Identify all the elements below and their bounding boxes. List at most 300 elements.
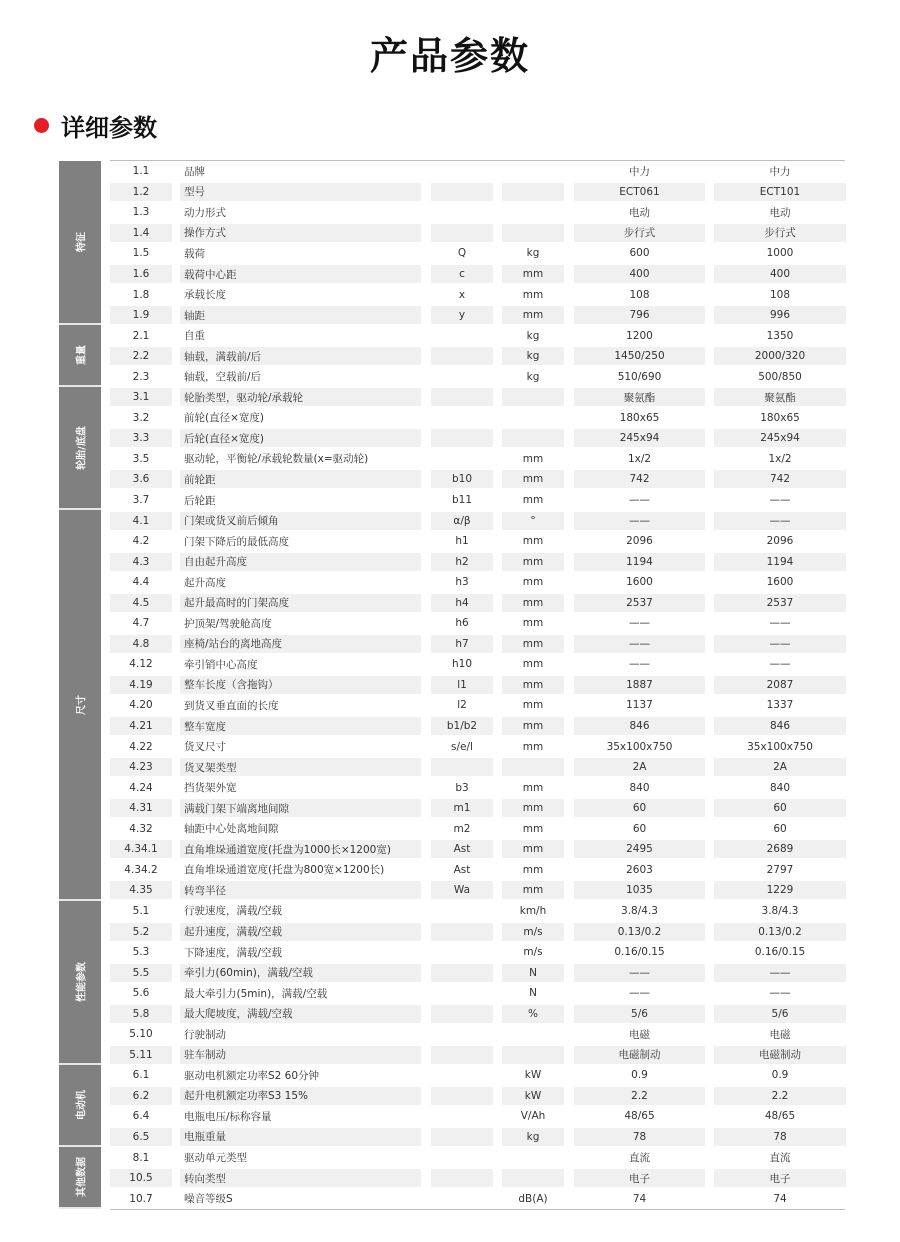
param-symbol: [431, 1149, 493, 1167]
group-label: 特征: [76, 232, 88, 253]
value-ect061: 2.2: [574, 1087, 705, 1105]
value-ect101: 2689: [714, 840, 846, 858]
param-symbol: [431, 203, 493, 221]
param-symbol: [431, 327, 493, 345]
row-number: 1.6: [110, 265, 172, 283]
param-unit: N: [502, 964, 564, 982]
param-symbol: h4: [431, 594, 493, 612]
param-unit: kg: [526, 370, 540, 383]
param-name: 驱动电机额定功率S2 60分钟: [184, 1069, 320, 1082]
param-symbol: b3: [455, 781, 469, 794]
param-name: 轴载，满载前/后: [180, 347, 421, 365]
value-ect061: 2A: [574, 758, 705, 776]
row-number: 4.23: [110, 758, 172, 776]
row-number: 1.1: [132, 165, 150, 178]
table-row: [110, 880, 846, 901]
table-row: [110, 1188, 846, 1209]
param-symbol: [431, 984, 493, 1002]
param-name: 转向类型: [180, 1169, 421, 1187]
section-title: 详细参数: [61, 114, 157, 142]
row-number: 8.1: [132, 1151, 150, 1164]
row-number: 6.5: [110, 1128, 172, 1146]
value-ect061: 5/6: [574, 1005, 705, 1023]
param-symbol: [431, 429, 493, 447]
row-number: 4.32: [129, 822, 153, 835]
param-symbol: [431, 923, 493, 941]
value-ect061: 74: [632, 1192, 647, 1205]
value-ect101: 245x94: [714, 429, 846, 447]
value-ect101: ——: [769, 658, 791, 671]
table-row: [110, 736, 846, 757]
value-ect101: 1600: [766, 576, 794, 589]
row-number: 10.7: [129, 1192, 153, 1205]
group-block: [59, 325, 101, 387]
param-symbol: Wa: [431, 881, 493, 899]
table-row: [110, 1147, 846, 1168]
value-ect061: 1887: [574, 676, 705, 694]
value-ect061: 1137: [626, 699, 653, 712]
param-name: 整车长度（含拖钩）: [180, 676, 421, 694]
row-number: 4.5: [110, 594, 172, 612]
table-row: [110, 675, 846, 696]
param-symbol: [431, 368, 493, 386]
table-row: [110, 1086, 846, 1107]
row-number: 4.20: [129, 699, 153, 712]
table-row: [110, 408, 846, 429]
value-ect061: ——: [574, 635, 705, 653]
param-unit: kg: [502, 347, 564, 365]
param-symbol: [431, 758, 493, 776]
value-ect061: 78: [574, 1128, 705, 1146]
param-name: 行驶制动: [184, 1028, 226, 1041]
param-unit: mm: [502, 635, 564, 653]
param-name: 动力形式: [184, 206, 226, 219]
param-unit: [502, 429, 564, 447]
param-symbol: Ast: [431, 840, 493, 858]
table-row: [110, 161, 846, 182]
param-name: 轴载，空载前/后: [184, 371, 262, 384]
param-unit: mm: [522, 576, 544, 589]
param-symbol: [431, 1066, 493, 1084]
param-name: 轮胎类型，驱动轮/承载轮: [180, 388, 421, 406]
table-row: [110, 531, 846, 552]
param-name: 牵引力(60min)，满载/空载: [180, 964, 421, 982]
param-name: 驻车制动: [180, 1046, 421, 1064]
param-name: 到货叉垂直面的长度: [184, 699, 279, 712]
param-symbol: m1: [431, 799, 493, 817]
param-unit: mm: [502, 553, 564, 571]
table-row: [110, 490, 846, 511]
param-unit: mm: [502, 717, 564, 735]
value-ect061: ——: [629, 987, 650, 1000]
value-ect101: 2087: [714, 676, 846, 694]
table-row: [110, 449, 846, 470]
spec-table: [110, 161, 846, 1209]
page-header: [0, 34, 900, 78]
param-name: 后轮(直径×宽度): [180, 429, 421, 447]
value-ect061: ——: [574, 512, 705, 530]
group-block: [59, 387, 101, 510]
param-name: 前轮距: [180, 470, 421, 488]
value-ect061: 步行式: [574, 224, 705, 242]
row-number: 5.5: [110, 964, 172, 982]
value-ect101: 中力: [769, 165, 791, 178]
page-title: [366, 34, 534, 78]
value-ect101: 2.2: [714, 1087, 846, 1105]
value-ect061: 796: [574, 306, 705, 324]
param-unit: %: [502, 1005, 564, 1023]
param-unit: °: [502, 512, 564, 530]
param-name: 门架下降后的最低高度: [184, 535, 289, 548]
param-name: 下降速度，满载/空载: [184, 946, 283, 959]
param-symbol: [431, 943, 493, 961]
param-unit: [502, 758, 564, 776]
value-ect101: 1194: [714, 553, 846, 571]
value-ect061: 1600: [626, 576, 653, 589]
param-unit: mm: [502, 881, 564, 899]
table-row: [110, 284, 846, 305]
row-number: 6.2: [110, 1087, 172, 1105]
row-number: 2.2: [110, 347, 172, 365]
row-number: 2.3: [132, 370, 150, 383]
param-unit: kW: [524, 1069, 542, 1082]
row-number: 3.2: [132, 411, 150, 424]
table-row: [110, 757, 846, 778]
param-symbol: [431, 450, 493, 468]
param-symbol: h1: [455, 535, 469, 548]
value-ect061: ——: [629, 494, 650, 507]
row-number: 4.4: [132, 576, 150, 589]
param-symbol: x: [458, 288, 466, 301]
value-ect101: ECT101: [714, 183, 846, 201]
param-symbol: l1: [431, 676, 493, 694]
param-unit: mm: [522, 863, 544, 876]
param-name: 载荷中心距: [180, 265, 421, 283]
value-ect101: 聚氨酯: [714, 388, 846, 406]
value-ect061: 1200: [626, 329, 653, 342]
param-name: 门架或货叉前后倾角: [180, 512, 421, 530]
param-unit: [502, 409, 564, 427]
param-symbol: [431, 1087, 493, 1105]
param-symbol: h10: [451, 658, 472, 671]
param-symbol: c: [431, 265, 493, 283]
param-unit: mm: [502, 799, 564, 817]
row-number: 6.4: [132, 1110, 150, 1123]
value-ect101: 60: [773, 822, 787, 835]
param-name: 自由起升高度: [180, 553, 421, 571]
param-unit: mm: [502, 676, 564, 694]
table-row: [110, 1065, 846, 1086]
row-number: 5.11: [110, 1046, 172, 1064]
value-ect061: 0.13/0.2: [574, 923, 705, 941]
row-number: 4.12: [129, 658, 153, 671]
table-row: [110, 469, 846, 490]
param-name: 牵引销中心高度: [184, 658, 258, 671]
param-unit: mm: [522, 658, 544, 671]
param-name: 轴距中心处离地间隙: [184, 823, 279, 836]
group-label: 性能参数: [76, 961, 88, 1002]
row-number: 4.35: [110, 881, 172, 899]
param-symbol: [431, 183, 493, 201]
row-number: 5.1: [132, 904, 150, 917]
param-unit: kg: [502, 1128, 564, 1146]
value-ect101: 3.8/4.3: [761, 904, 799, 917]
param-unit: [502, 1046, 564, 1064]
value-ect101: 108: [769, 288, 791, 301]
row-number: 4.21: [110, 717, 172, 735]
table-row: [110, 182, 846, 203]
value-ect061: 2495: [574, 840, 705, 858]
param-unit: [502, 183, 564, 201]
param-unit: km/h: [519, 904, 547, 917]
param-symbol: [431, 409, 493, 427]
value-ect101: 1x/2: [768, 452, 792, 465]
param-unit: mm: [502, 265, 564, 283]
param-name: 后轮距: [184, 494, 216, 507]
value-ect061: 108: [629, 288, 650, 301]
table-row: [110, 202, 846, 223]
table-row: [110, 839, 846, 860]
row-number: 3.6: [110, 470, 172, 488]
page-title-text: 产品参数: [369, 33, 530, 78]
value-ect061: 0.16/0.15: [614, 946, 665, 959]
value-ect101: 2537: [714, 594, 846, 612]
param-name: 座椅/站台的离地高度: [180, 635, 421, 653]
param-name: 驱动单元类型: [184, 1152, 247, 1165]
value-ect061: 60: [632, 822, 647, 835]
param-symbol: m2: [453, 822, 471, 835]
param-unit: mm: [522, 535, 544, 548]
value-ect061: 电子: [574, 1169, 705, 1187]
param-symbol: h2: [431, 553, 493, 571]
param-name: 噪音等级S: [184, 1193, 233, 1206]
value-ect061: 1x/2: [627, 452, 652, 465]
table-row: [110, 243, 846, 264]
table-row: [110, 634, 846, 655]
section-header: [34, 108, 157, 143]
value-ect101: 电磁: [769, 1028, 791, 1041]
row-number: 3.1: [110, 388, 172, 406]
row-number: 4.19: [110, 676, 172, 694]
param-name: 直角堆垛通道宽度(托盘为800宽×1200长): [184, 864, 385, 877]
row-number: 3.5: [132, 452, 150, 465]
table-row: [110, 695, 846, 716]
value-ect061: 846: [574, 717, 705, 735]
table-bottom-border: [110, 1209, 845, 1210]
param-symbol: [431, 1169, 493, 1187]
param-name: 起升最高时的门架高度: [180, 594, 421, 612]
row-number: 4.31: [110, 799, 172, 817]
param-symbol: h7: [431, 635, 493, 653]
param-symbol: [431, 162, 493, 180]
row-number: 4.3: [110, 553, 172, 571]
param-name: 驱动轮，平衡轮/承载轮数量(x=驱动轮): [184, 453, 369, 466]
param-name: 电瓶电压/标称容量: [184, 1110, 272, 1123]
param-name: 操作方式: [180, 224, 421, 242]
table-row: [110, 819, 846, 840]
table-row: [110, 1024, 846, 1045]
param-name: 起升速度，满载/空载: [180, 923, 421, 941]
param-symbol: h3: [455, 576, 469, 589]
param-symbol: [431, 224, 493, 242]
value-ect061: 电磁: [629, 1028, 650, 1041]
value-ect061: ECT061: [574, 183, 705, 201]
table-row: [110, 962, 846, 983]
param-unit: mm: [522, 822, 544, 835]
param-symbol: b11: [451, 494, 473, 507]
param-symbol: [431, 388, 493, 406]
param-name: 行驶速度，满载/空载: [184, 905, 283, 918]
param-unit: dB(A): [518, 1192, 548, 1205]
table-row: [110, 346, 846, 367]
param-symbol: b1/b2: [431, 717, 493, 735]
param-symbol: [431, 1025, 493, 1043]
row-number: 6.1: [132, 1069, 150, 1082]
param-symbol: [431, 347, 493, 365]
param-symbol: [431, 1128, 493, 1146]
row-number: 4.34.1: [110, 840, 172, 858]
row-number: 5.6: [132, 987, 150, 1000]
value-ect061: 60: [574, 799, 705, 817]
table-row: [110, 1003, 846, 1024]
param-symbol: [431, 902, 493, 920]
value-ect101: 5/6: [714, 1005, 846, 1023]
row-number: 3.7: [132, 494, 150, 507]
param-unit: mm: [522, 494, 544, 507]
row-number: 5.10: [129, 1028, 153, 1041]
param-unit: V/Ah: [520, 1110, 546, 1123]
table-row: [110, 428, 846, 449]
value-ect061: 600: [629, 247, 650, 260]
table-row: [110, 1127, 846, 1148]
value-ect101: 1337: [766, 699, 794, 712]
param-name: 整车宽度: [180, 717, 421, 735]
row-number: 1.2: [110, 183, 172, 201]
param-symbol: [431, 964, 493, 982]
group-label: 电动机: [76, 1090, 88, 1121]
param-unit: [502, 1025, 564, 1043]
value-ect101: 74: [773, 1192, 787, 1205]
table-row: [110, 305, 846, 326]
value-ect101: ——: [769, 987, 791, 1000]
group-block: [59, 510, 101, 900]
row-number: 4.7: [132, 617, 150, 630]
value-ect101: 840: [769, 781, 791, 794]
value-ect101: ——: [714, 512, 846, 530]
value-ect101: 1350: [766, 329, 794, 342]
table-row: [110, 1106, 846, 1127]
param-symbol: l2: [457, 699, 467, 712]
value-ect101: ——: [714, 635, 846, 653]
value-ect061: 2537: [574, 594, 705, 612]
param-name: 最大牵引力(5min)，满载/空载: [184, 987, 328, 1000]
param-unit: mm: [522, 617, 544, 630]
value-ect101: 电磁制动: [714, 1046, 846, 1064]
table-row: [110, 921, 846, 942]
value-ect061: 840: [629, 781, 650, 794]
param-name: 品牌: [184, 165, 205, 178]
value-ect101: ——: [714, 964, 846, 982]
table-row: [110, 777, 846, 798]
param-unit: [502, 224, 564, 242]
value-ect061: 1035: [574, 881, 705, 899]
value-ect101: 180x65: [760, 411, 800, 424]
value-ect101: 步行式: [714, 224, 846, 242]
row-number: 5.2: [110, 923, 172, 941]
row-number: 4.24: [129, 781, 153, 794]
value-ect101: ——: [769, 617, 791, 630]
value-ect061: 245x94: [574, 429, 705, 447]
param-name: 最大爬坡度，满载/空载: [180, 1005, 421, 1023]
row-number: 4.34.2: [124, 863, 158, 876]
table-row: [110, 901, 846, 922]
value-ect101: 996: [714, 306, 846, 324]
param-name: 自重: [184, 330, 205, 343]
value-ect061: 48/65: [624, 1110, 655, 1123]
value-ect061: ——: [629, 658, 650, 671]
value-ect061: 聚氨酯: [574, 388, 705, 406]
table-row: [110, 387, 846, 408]
param-unit: mm: [502, 470, 564, 488]
param-unit: N: [529, 987, 537, 1000]
param-symbol: h6: [455, 617, 469, 630]
param-name: 起升高度: [184, 576, 226, 589]
table-row: [110, 510, 846, 531]
row-number: 4.1: [110, 512, 172, 530]
value-ect101: 直流: [769, 1152, 791, 1165]
table-row: [110, 572, 846, 593]
group-block: [59, 161, 101, 325]
param-name: 挡货架外宽: [184, 782, 237, 795]
param-name: 货叉架类型: [180, 758, 421, 776]
row-number: 1.3: [132, 206, 150, 219]
value-ect061: 742: [574, 470, 705, 488]
param-name: 护顶架/驾驶舱高度: [184, 617, 272, 630]
table-row: [110, 325, 846, 346]
red-dot-icon: [34, 118, 49, 133]
row-number: 1.5: [132, 247, 150, 260]
param-symbol: [431, 1107, 493, 1125]
table-row: [110, 942, 846, 963]
param-unit: mm: [522, 288, 544, 301]
row-number: 5.8: [110, 1005, 172, 1023]
row-number: 4.2: [132, 535, 150, 548]
param-unit: mm: [522, 452, 544, 465]
table-row: [110, 798, 846, 819]
value-ect061: 直流: [629, 1152, 650, 1165]
value-ect061: 180x65: [619, 411, 660, 424]
value-ect061: 2603: [626, 863, 653, 876]
param-unit: m/s: [523, 946, 543, 959]
group-sidebar: [59, 161, 101, 1209]
param-symbol: [431, 1005, 493, 1023]
table-row: [110, 264, 846, 285]
param-unit: m/s: [502, 923, 564, 941]
row-number: 3.3: [110, 429, 172, 447]
value-ect101: 48/65: [764, 1110, 796, 1123]
value-ect101: 1229: [714, 881, 846, 899]
table-row: [110, 223, 846, 244]
param-symbol: [431, 1190, 493, 1208]
group-block: [59, 1065, 101, 1147]
param-unit: mm: [522, 740, 544, 753]
param-name: 满载门架下端离地间隙: [180, 799, 421, 817]
value-ect061: 400: [574, 265, 705, 283]
param-name: 转弯半径: [180, 881, 421, 899]
value-ect061: 510/690: [617, 370, 662, 383]
value-ect101: 2000/320: [714, 347, 846, 365]
param-name: 轴距: [180, 306, 421, 324]
